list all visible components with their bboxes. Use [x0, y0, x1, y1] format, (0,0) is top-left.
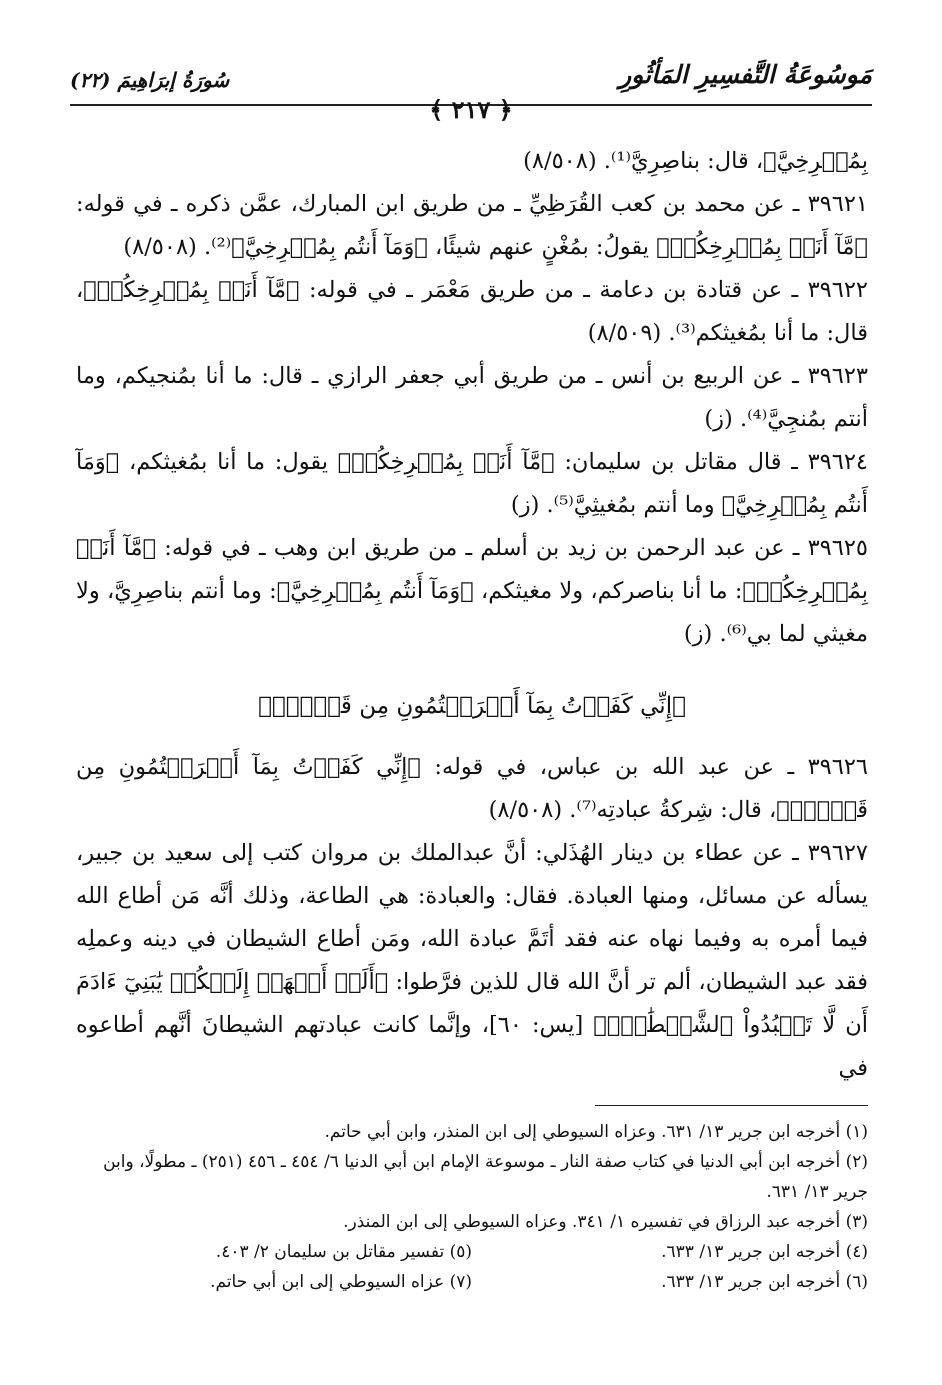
paragraph: ٣٩٦٢٣ ـ عن الربيع بن أنس ـ من طريق أبي جعفر الرازي ـ قال: ما أنا بمُنجيكم، وما أنتم بمُنجِيَّ⁽⁴⁾. (ز): [76, 363, 868, 432]
footnotes: [76, 1117, 868, 1297]
footnote: (٢) أخرجه ابن أبي الدنيا في كتاب صفة النار ـ موسوعة الإمام ابن أبي الدنيا ٦/ ٤٥٤ ـ ٤٥٦ (٢٥١) ـ مطولًا، وابن جرير ١٣/ ٦٣١.: [103, 1152, 868, 1202]
footnote: (١) أخرجه ابن جرير ١٣/ ٦٣١. وعزاه السيوطي إلى ابن المنذر، وابن أبي حاتم.: [324, 1122, 868, 1142]
footnote: (٤) أخرجه ابن جرير ١٣/ ٦٣٣.: [661, 1242, 868, 1262]
paragraph: ٣٩٦٢٥ ـ عن عبد الرحمن بن زيد بن أسلم ـ من طريق ابن وهب ـ في قوله: ﴿مَّآ أَنَا۠ بِمُصۡرِخِكُمۡ﴾: ما أنا بناصركم، ولا مغيثكم، ﴿وَمَآ أَنتُم بِمُصۡرِخِيَّ﴾: وما أنتم بناصِرِيَّ، ولا مغيثي لما بي⁽⁶⁾. (ز): [76, 535, 868, 647]
footnote-row: [76, 1267, 868, 1297]
footnote: (٦) أخرجه ابن جرير ١٣/ ٦٣٣.: [661, 1272, 868, 1292]
footnote-row: [76, 1237, 868, 1267]
main-text: [76, 140, 868, 1090]
paragraph: ٣٩٦٢١ ـ عن محمد بن كعب القُرَظِيِّ ـ من طريق ابن المبارك، عمَّن ذكره ـ في قوله: ﴿مَّآ أَنَا۠ بِمُصۡرِخِكُمۡ﴾ يقولُ: بمُغْنٍ عنهم شيئًا، ﴿وَمَآ أَنتُم بِمُصۡرِخِيَّ﴾⁽²⁾. (٨/٥٠٨): [76, 191, 868, 260]
book-title: مَوسُوعَةُ التَّفسِيرِ المَأثُورِ: [619, 60, 872, 89]
paragraph: ٣٩٦٢٤ ـ قال مقاتل بن سليمان: ﴿مَّآ أَنَا۠ بِمُصۡرِخِكُمۡ﴾ يقول: ما أنا بمُغيثكم، ﴿وَمَآ أَنتُم بِمُصۡرِخِيَّ﴾ وما أنتم بمُغيثِيَّ⁽⁵⁾. (ز): [76, 449, 868, 518]
verse-heading: ﴿إِنِّي كَفَرۡتُ بِمَآ أَشۡرَكۡتُمُونِ مِن قَبۡلُۗ﴾: [258, 693, 686, 719]
paragraph: بِمُصۡرِخِيَّ﴾، قال: بناصِرِيَّ⁽¹⁾. (٨/٥٠٨): [523, 148, 868, 174]
page-number: ﴾ ٢١٧ ﴿: [429, 95, 513, 124]
footnote: (٥) تفسير مقاتل بن سليمان ٢/ ٤٠٣.: [215, 1242, 472, 1262]
footnote-rule: [595, 1105, 868, 1106]
paragraph: ٣٩٦٢٦ ـ عن عبد الله بن عباس، في قوله: ﴿إِنِّي كَفَرۡتُ بِمَآ أَشۡرَكۡتُمُونِ مِن قَبۡلُۗ﴾، قال: شِركةُ عبادتِه⁽⁷⁾. (٨/٥٠٨): [76, 754, 868, 823]
paragraph: ٣٩٦٢٢ ـ عن قتادة بن دعامة ـ من طريق مَعْمَر ـ في قوله: ﴿مَّآ أَنَا۠ بِمُصۡرِخِكُمۡ﴾، قال: ما أنا بمُغيثكم⁽³⁾. (٨/٥٠٩): [76, 277, 868, 346]
footnote: (٣) أخرجه عبد الرزاق في تفسيره ١/ ٣٤١. وعزاه السيوطي إلى ابن المنذر.: [343, 1212, 868, 1232]
surah-title: سُورَةُ إبرَاهِيمَ (٢٢): [70, 68, 230, 92]
paragraph: ٣٩٦٢٧ ـ عن عطاء بن دينار الهُذَلي: أنَّ عبدالملك بن مروان كتب إلى سعيد بن جبير، يسأله عن مسائل، ومنها العبادة. فقال: والعبادة: هي الطاعة، وذلك أنَّه مَن أطاع الله فيما أمره به وفيما نهاه عنه فقد أتَمَّ عبادة الله، ومَن أطاع الشيطان في دينه وعملِه فقد عبد الشيطان، ألم تر أنَّ الله قال للذين فرَّطوا: ﴿أَلَمۡ أَعۡهَدۡ إِلَيۡكُمۡ يَٰبَنِيٓ ءَادَمَ أَن لَّا تَعۡبُدُواْ ٱلشَّيۡطَٰنَۖ﴾ [يس: ٦٠]، وإنَّما كانت عبادتهم الشيطانَ أنَّهم أطاعوه في: [76, 840, 868, 1081]
footnote: (٧) عزاه السيوطي إلى ابن أبي حاتم.: [210, 1272, 472, 1292]
